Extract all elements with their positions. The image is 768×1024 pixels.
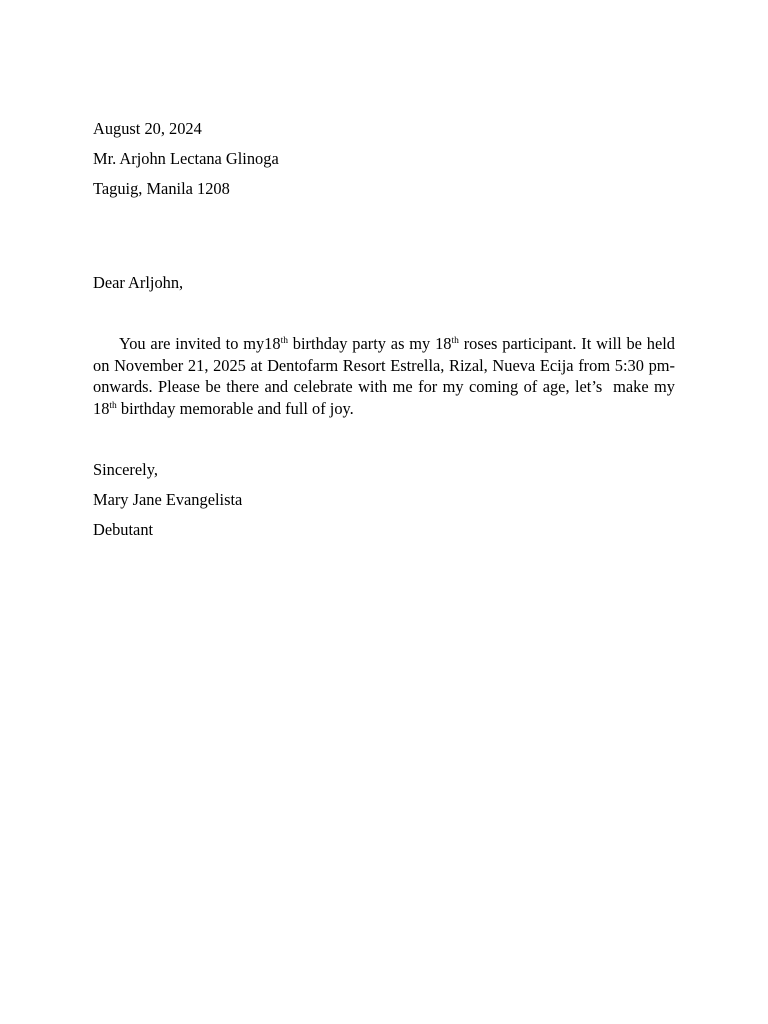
sender-name: Mary Jane Evangelista (93, 490, 243, 509)
salutation: Dear Arljohn, (93, 273, 184, 292)
body-segment: birthday party as my 18 (287, 334, 452, 353)
letter-body (93, 333, 675, 419)
letter-date: August 20, 2024 (93, 119, 202, 138)
recipient-name: Mr. Arjohn Lectana Glinoga (93, 149, 279, 168)
closing: Sincerely, (93, 460, 158, 479)
body-segment: You are invited to my18 (119, 334, 281, 353)
body-segment: birthday memorable and full of joy. (116, 398, 354, 418)
sender-title: Debutant (93, 520, 154, 539)
body-segment: roses participant. It will be held on November 21, 2025 at Dentofarm Resort Estrella, Rizal, Nueva Ecija from 5:30 pm-onwards. Please be there and celebrate with me for my coming of age, let’s make my 18 (93, 334, 676, 418)
ordinal-suffix: th (451, 336, 459, 346)
ordinal-suffix: th (280, 336, 288, 346)
recipient-address: Taguig, Manila 1208 (93, 179, 230, 198)
ordinal-suffix: th (109, 400, 117, 411)
